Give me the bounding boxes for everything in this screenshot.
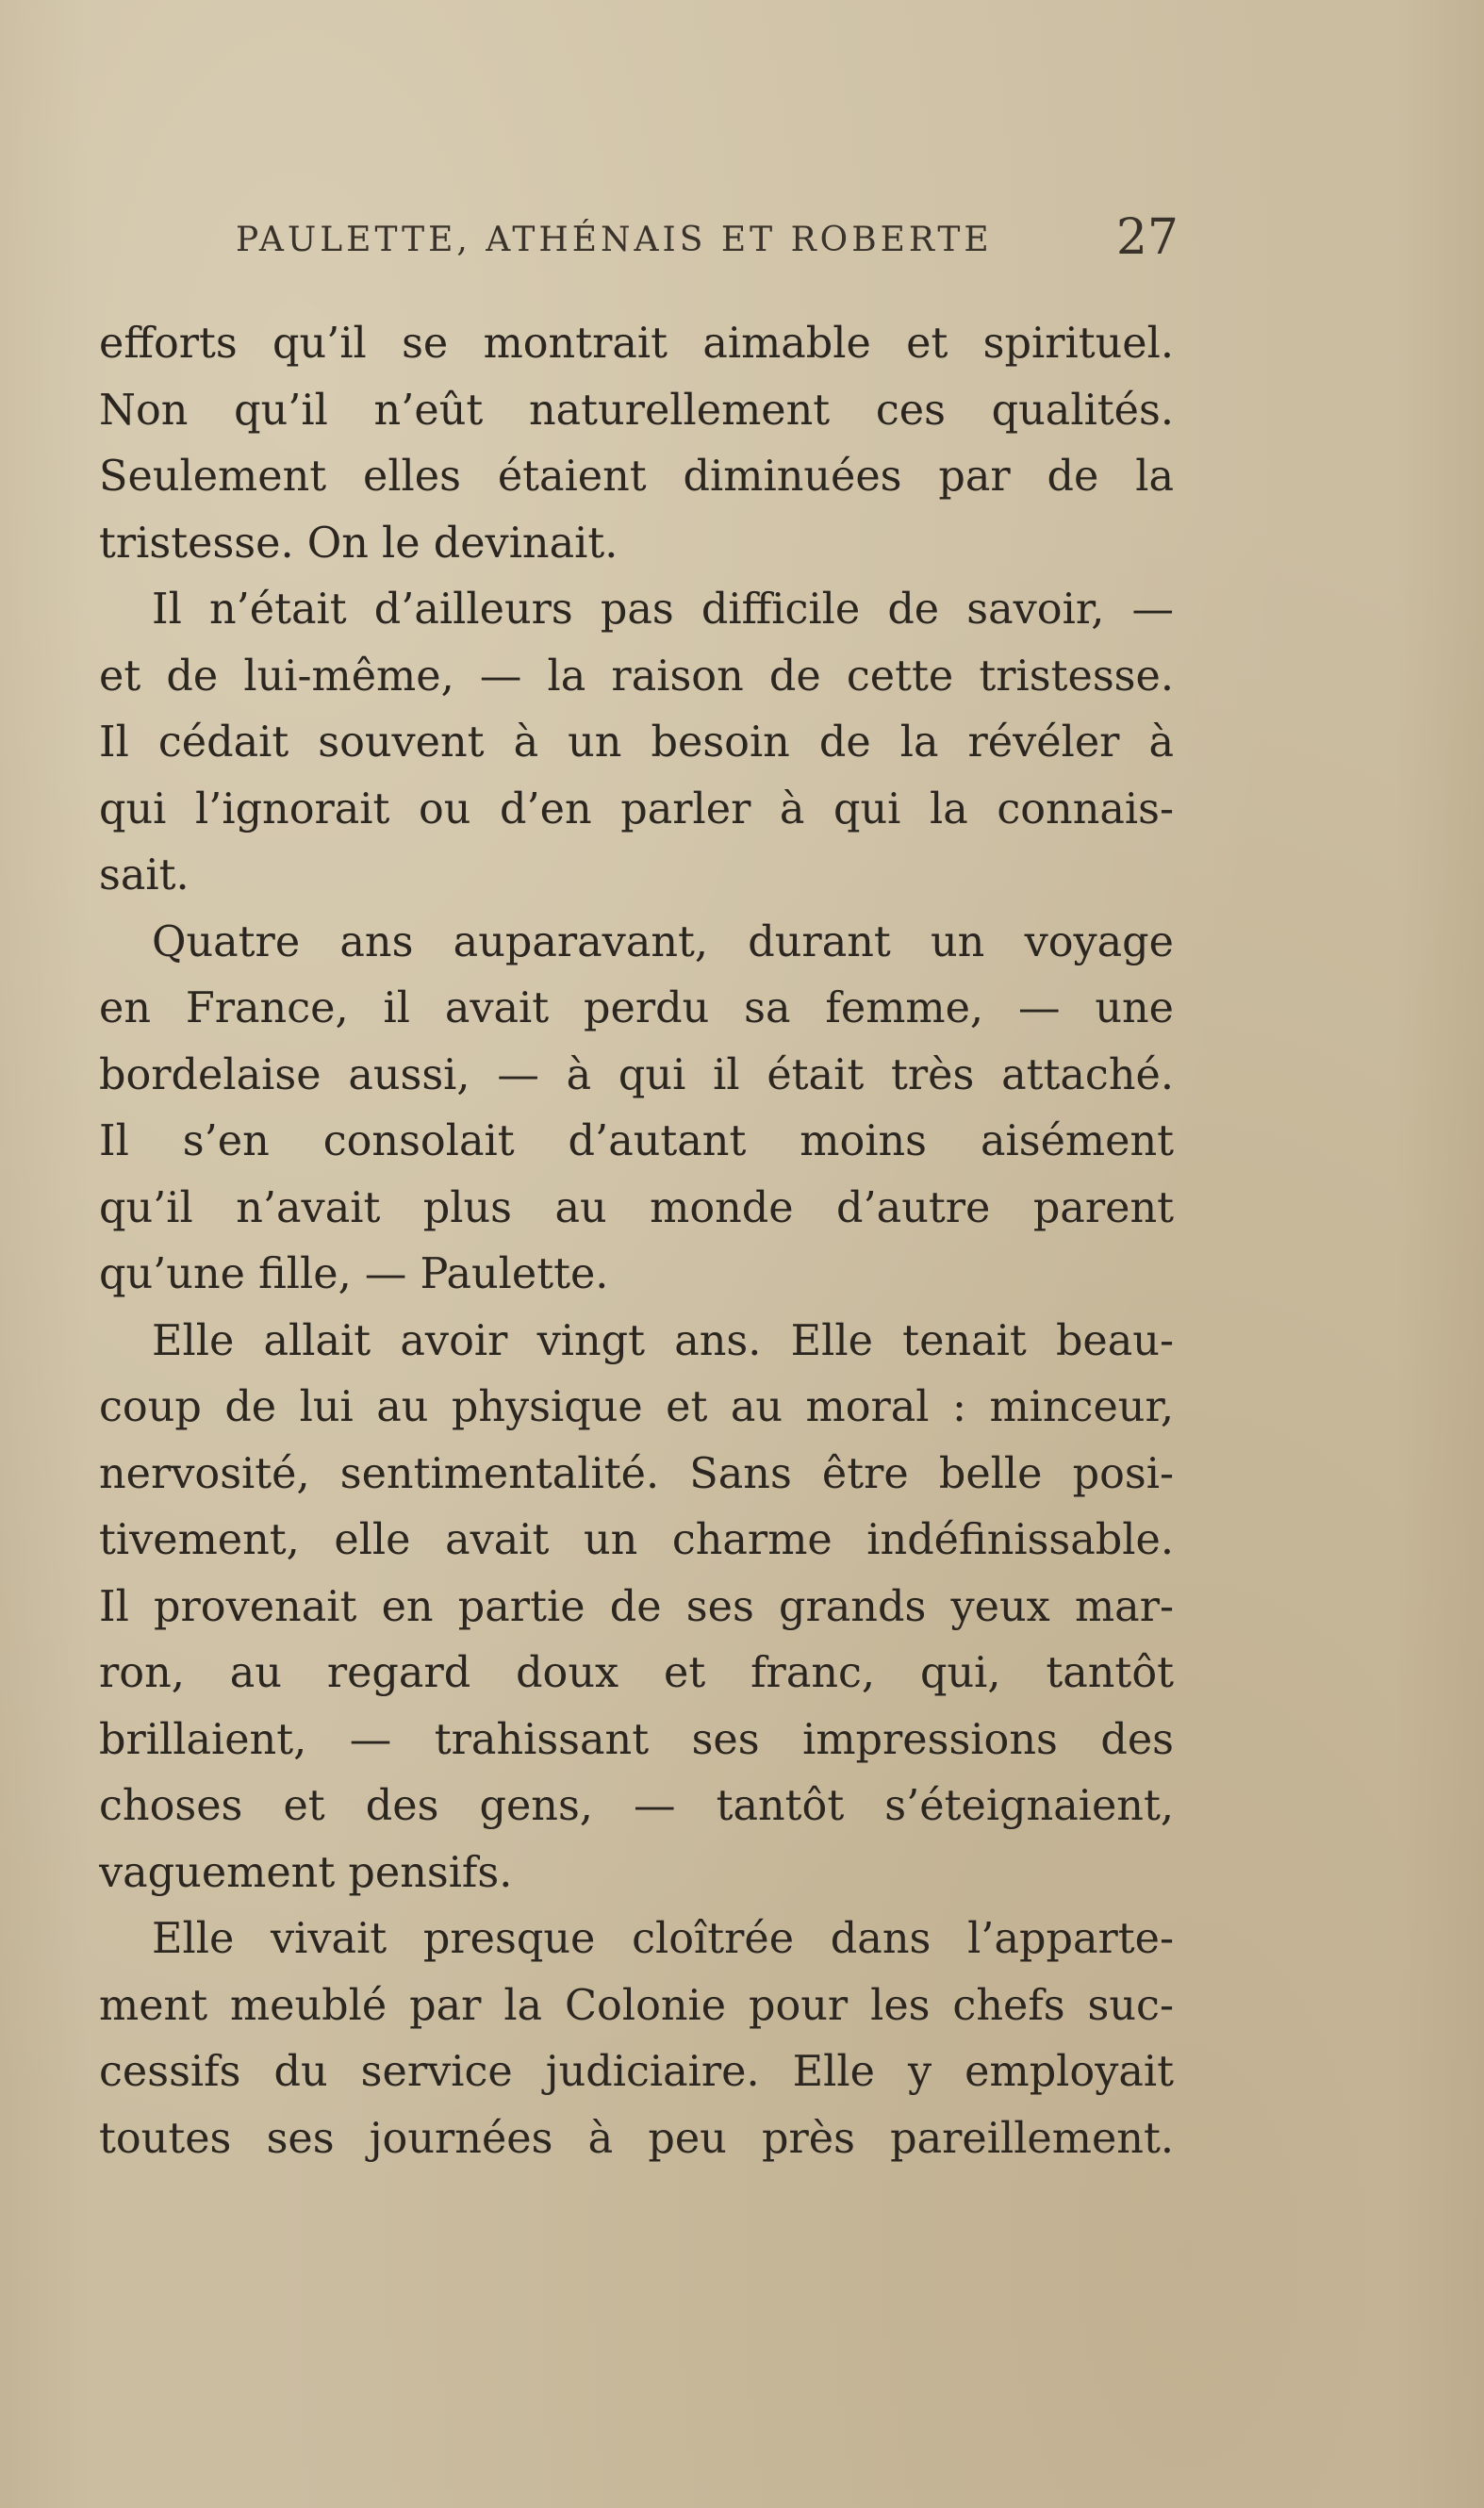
text-line: en France, il avait perdu sa femme, — une bbox=[99, 984, 1174, 1032]
text-line: cessifs du service judiciaire. Elle y employait bbox=[99, 2048, 1174, 2096]
text-line: Elle allait avoir vingt ans. Elle tenait beau- bbox=[152, 1316, 1174, 1365]
text-line: vaguement pensifs. bbox=[99, 1848, 513, 1897]
text-line: choses et des gens, — tantôt s’éteignaient, bbox=[99, 1782, 1174, 1830]
running-head bbox=[236, 209, 1179, 266]
text-line: ment meublé par la Colonie pour les chefs suc- bbox=[99, 1981, 1174, 2030]
text-line: Non qu’il n’eût naturellement ces qualités. bbox=[99, 386, 1174, 435]
text-line: Il cédait souvent à un besoin de la révéler à bbox=[99, 718, 1174, 767]
text-line: Il s’en consolait d’autant moins aisément bbox=[99, 1117, 1174, 1165]
text-line: qui l’ignorait ou d’en parler à qui la connais- bbox=[99, 784, 1174, 833]
text-line: sait. bbox=[99, 851, 190, 899]
body-text bbox=[99, 311, 1174, 2172]
text-line: Seulement elles étaient diminuées par de la bbox=[99, 453, 1174, 501]
text-line: nervosité, sentimentalité. Sans être belle posi- bbox=[99, 1449, 1174, 1498]
text-line: tristesse. On le devinait. bbox=[99, 519, 618, 568]
text-line: qu’une fille, — Paulette. bbox=[99, 1250, 609, 1298]
text-line: efforts qu’il se montrait aimable et spirituel. bbox=[99, 320, 1174, 368]
text-line: qu’il n’avait plus au monde d’autre parent bbox=[99, 1183, 1174, 1232]
text-line: ron, au regard doux et franc, qui, tantôt bbox=[99, 1649, 1174, 1697]
text-line: toutes ses journées à peu près pareillement. bbox=[99, 2114, 1174, 2163]
text-line: Il provenait en partie de ses grands yeux mar- bbox=[99, 1582, 1174, 1631]
text-line: Il n’était d’ailleurs pas difficile de savoir, — bbox=[152, 586, 1174, 634]
text-line: brillaient, — trahissant ses impressions des bbox=[99, 1715, 1174, 1764]
running-title: PAULETTE, ATHÉNAIS ET ROBERTE bbox=[236, 221, 993, 259]
text-line: bordelaise aussi, — à qui il était très attaché. bbox=[99, 1050, 1174, 1099]
text-line: coup de lui au physique et au moral : minceur, bbox=[99, 1383, 1174, 1431]
text-line: Elle vivait presque cloîtrée dans l’apparte- bbox=[152, 1915, 1174, 1963]
text-line: Quatre ans auparavant, durant un voyage bbox=[152, 917, 1174, 966]
text-line: tivement, elle avait un charme indéfinissable. bbox=[99, 1516, 1174, 1564]
page-number: 27 bbox=[1115, 209, 1179, 266]
text-line: et de lui-même, — la raison de cette tristesse. bbox=[99, 652, 1174, 701]
